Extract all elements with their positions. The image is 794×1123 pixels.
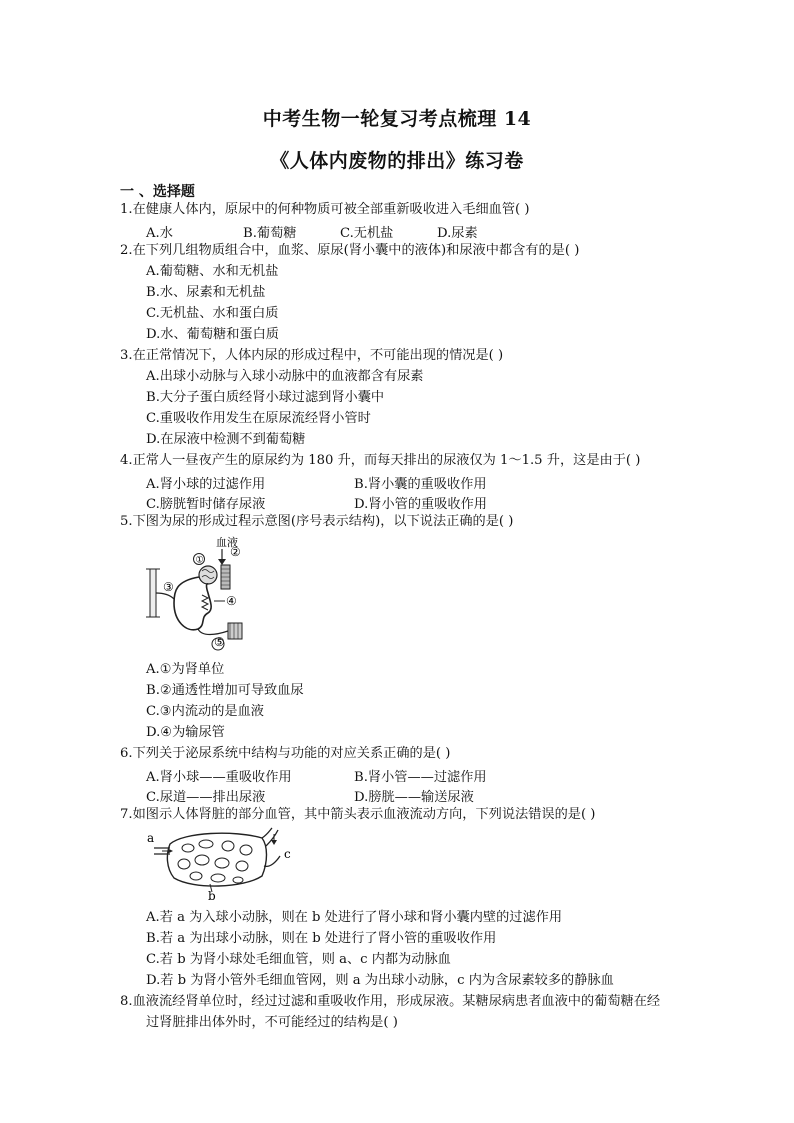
question-4-options-row1 [146, 473, 616, 492]
figure-label-5: ⑤ [214, 635, 225, 649]
question-8-stem-line1: 8.血液流经肾单位时，经过过滤和重吸收作用，形成尿液。某糖尿病患者血液中的葡萄糖在经 [120, 994, 661, 1009]
figure-label-4: ④ [226, 594, 237, 608]
question-7-option-b: B.若 a 为出球小动脉，则在 b 处进行了肾小管的重吸收作用 [146, 931, 497, 946]
option: D.肾小管的重吸收作用 [354, 497, 487, 512]
page-title: 中考生物一轮复习考点梳理 14 [262, 108, 532, 130]
arrow-c-head [271, 840, 277, 845]
question-1-stem: 1.在健康人体内，原尿中的何种物质可被全部重新吸收进入毛细血管( ) [120, 202, 530, 217]
question-3-option-a: A.出球小动脉与入球小动脉中的血液都含有尿素 [146, 369, 424, 384]
question-2-option-d: D.水、葡萄糖和蛋白质 [146, 327, 279, 342]
page-subtitle: 《人体内废物的排出》练习卷 [270, 150, 524, 172]
figure-label-a: a [147, 831, 155, 845]
question-5-stem: 5.下图为尿的形成过程示意图(序号表示结构)，以下说法正确的是( ) [120, 514, 514, 529]
kidney-vessel-diagram [144, 826, 304, 904]
question-7-option-d: D.若 b 为肾小管外毛细血管网，则 a 为出球小动脉，c 内为含尿素较多的静脉血 [146, 973, 614, 988]
blood-arrow-head [218, 559, 226, 565]
capillary-loop [182, 844, 194, 852]
question-4-stem: 4.正常人一昼夜产生的原尿约为 180 升，而每天排出的尿液仅为 1～1.5 升，这是由于( ) [120, 453, 641, 468]
capillary-loop [233, 877, 243, 883]
option: B.肾小囊的重吸收作用 [354, 477, 487, 492]
question-6-options-row2 [146, 786, 616, 805]
collecting-duct [150, 569, 156, 617]
question-8-stem-line2: 过肾脏排出体外时，不可能经过的结构是( ) [146, 1015, 398, 1030]
capillary-loop [222, 841, 234, 851]
tubule-coil [202, 595, 208, 610]
question-3-option-d: D.在尿液中检测不到葡萄糖 [146, 432, 306, 447]
capillary-loop [178, 859, 190, 869]
option: D.尿素 [437, 226, 478, 241]
question-5-option-d: D.④为输尿管 [146, 725, 225, 740]
question-6-options-row1 [146, 766, 616, 785]
nephron-diagram [136, 533, 256, 655]
question-1-options [146, 222, 606, 241]
figure-label-1: ① [195, 555, 204, 566]
capillary-loop [190, 872, 202, 880]
outflow-vessel [198, 629, 228, 635]
option: B.葡萄糖 [243, 226, 297, 241]
figure-label-b: b [208, 889, 216, 903]
capillary-loop [215, 858, 229, 868]
capillary-loop [195, 855, 209, 865]
option: C.尿道——排出尿液 [146, 790, 266, 805]
question-2-option-a: A.葡萄糖、水和无机盐 [146, 264, 279, 279]
question-5-option-b: B.②通透性增加可导致血尿 [146, 683, 304, 698]
question-5-option-a: A.①为肾单位 [146, 662, 225, 677]
glomerulus-shape [199, 566, 217, 584]
capillary-loop [211, 874, 225, 882]
figure-label-blood: 血液 [216, 536, 238, 549]
capillary-loop [240, 845, 252, 855]
question-7-stem: 7.如图示人体肾脏的部分血管，其中箭头表示血液流动方向，下列说法错误的是( ) [120, 807, 596, 822]
question-3-option-c: C.重吸收作用发生在原尿流经肾小管时 [146, 411, 371, 426]
question-3-option-b: B.大分子蛋白质经肾小球过滤到肾小囊中 [146, 390, 385, 405]
option: C.无机盐 [340, 226, 394, 241]
option: B.肾小管——过滤作用 [354, 770, 487, 785]
question-7-option-a: A.若 a 为入球小动脉，则在 b 处进行了肾小球和肾小囊内壁的过滤作用 [146, 910, 563, 925]
option: D.膀胱——输送尿液 [354, 790, 474, 805]
figure-label-2: ② [230, 545, 241, 559]
question-4-options-row2 [146, 493, 616, 512]
question-3-stem: 3.在正常情况下，人体内尿的形成过程中，不可能出现的情况是( ) [120, 348, 504, 363]
question-2-option-b: B.水、尿素和无机盐 [146, 285, 266, 300]
renal-tubule [174, 577, 211, 630]
figure-label-c: c [284, 847, 291, 861]
question-5-option-c: C.③内流动的是血液 [146, 704, 264, 719]
option: A.肾小球的过滤作用 [146, 477, 266, 492]
section-heading: 一 、选择题 [120, 184, 195, 200]
question-6-stem: 6.下列关于泌尿系统中结构与功能的对应关系正确的是( ) [120, 746, 451, 761]
option: A.肾小球——重吸收作用 [146, 770, 292, 785]
question-2-option-c: C.无机盐、水和蛋白质 [146, 306, 279, 321]
option: C.膀胱暂时储存尿液 [146, 497, 266, 512]
question-2-stem: 2.在下列几组物质组合中，血浆、原尿(肾小囊中的液体)和尿液中都含有的是( ) [120, 243, 580, 258]
capillary-loop [236, 861, 248, 871]
capillary-loop [199, 840, 213, 848]
figure-label-3: ③ [163, 580, 174, 594]
option: A.水 [146, 226, 173, 241]
question-7-option-c: C.若 b 为肾小球处毛细血管，则 a、c 内都为动脉血 [146, 952, 451, 967]
